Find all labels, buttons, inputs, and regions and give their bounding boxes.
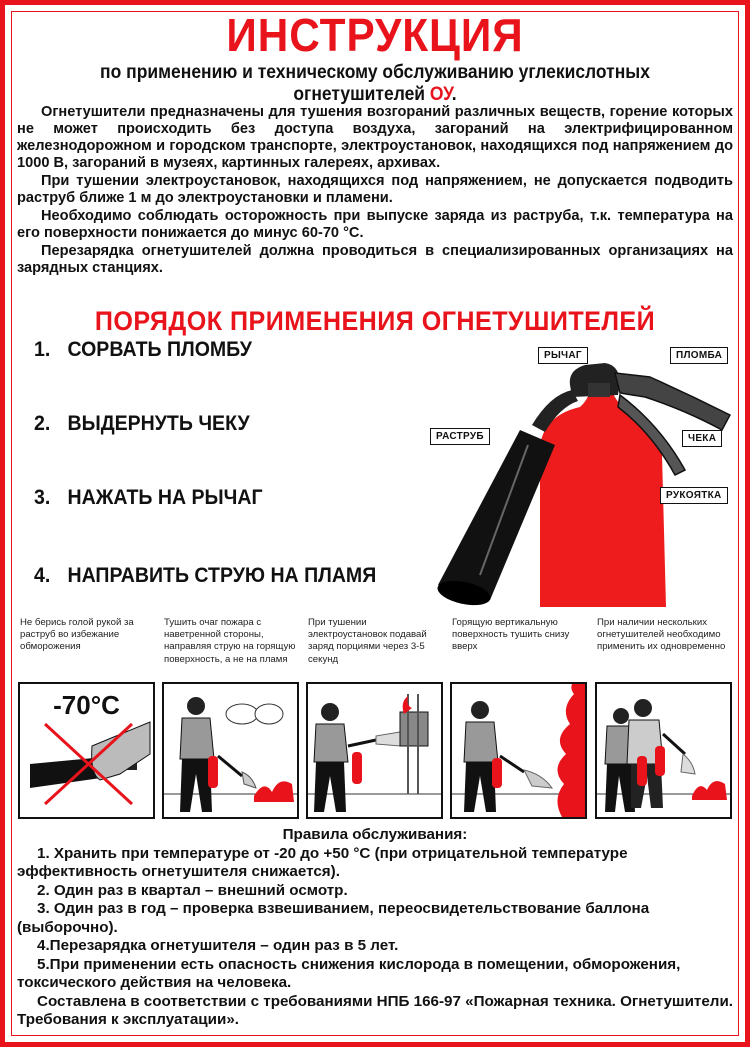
two-people-extinguishing-icon <box>597 684 730 817</box>
rule-item: 3. Один раз в год – проверка взвешиванием, переосвидетельствование баллона (выборочно). <box>17 900 650 936</box>
step-number: 2. <box>34 412 51 435</box>
panel-multiple-extinguishers <box>595 682 732 819</box>
person-electrical-box-icon <box>308 684 441 817</box>
intro-paragraph: Огнетушители предназначены для тушения возгораний различных веществ, горение которых не может происходить без доступа воздуха, загораний на электрифицированном железнодорожном и городском транспорте, электроустановок, находящихся под напряжением до 1000 В, загораний в музеях, картинных галереях, архивах. <box>17 104 733 171</box>
label-horn: РАСТРУБ <box>430 428 490 445</box>
subtitle-prefix: огнетушителей <box>293 84 430 105</box>
person-vertical-fire-icon <box>452 684 585 817</box>
panel-electrical <box>306 682 443 819</box>
step-label: СОРВАТЬ ПЛОМБУ <box>67 338 252 361</box>
extinguisher-type-code: ОУ <box>429 84 452 105</box>
label-seal: ПЛОМБА <box>670 347 728 364</box>
label-lever: РЫЧАГ <box>538 347 588 364</box>
step-label: НАЖАТЬ НА РЫЧАГ <box>67 486 263 509</box>
label-pin: ЧЕКА <box>682 430 722 447</box>
step-number: 4. <box>34 564 51 587</box>
usage-step <box>34 412 250 436</box>
panel-vertical-fire <box>450 682 587 819</box>
usage-section-title: ПОРЯДОК ПРИМЕНЕНИЯ ОГНЕТУШИТЕЛЕЙ <box>94 306 656 336</box>
intro-paragraph: При тушении электроустановок, находящихся под напряжением, не допускается подводить раструб ближе 1 м до электроустановки и пламени. <box>17 173 733 206</box>
panel-caption: Не берись голой рукой за раструб во избежание обморожения <box>20 617 134 653</box>
usage-step <box>34 486 263 510</box>
extinguisher-diagram <box>420 335 740 607</box>
panel-upwind <box>162 682 299 819</box>
label-handle: РУКОЯТКА <box>660 487 728 504</box>
panel-caption: При наличии нескольких огнетушителей необходимо применить их одновременно <box>597 617 726 653</box>
person-extinguishing-icon <box>164 684 297 817</box>
intro-text <box>17 104 733 278</box>
usage-step <box>34 338 252 362</box>
intro-paragraph: Необходимо соблюдать осторожность при выпуске заряда из раструба, т.к. температура на его поверхности понижается до минус 60-70 °С. <box>17 208 733 241</box>
co2-extinguisher-icon <box>420 335 740 607</box>
panel-caption: При тушении электроустановок подавай заряд порциями через 3-5 секунд <box>308 617 427 665</box>
rules-heading: Правила обслуживания: <box>282 826 468 843</box>
poster-title: ИНСТРУКЦИЯ <box>226 9 524 61</box>
poster-subtitle <box>67 62 683 106</box>
rule-item: 5.При применении есть опасность снижения кислорода в помещении, обморожения, токсического действия на человека. <box>17 955 681 991</box>
subtitle-line-2 <box>67 84 683 106</box>
panel-caption: Тушить очаг пожара с наветренной стороны, направляя струю на горящую поверхность, а не на пламя <box>164 617 296 665</box>
step-number: 1. <box>34 338 51 361</box>
temperature-label: -70°C <box>53 690 120 720</box>
intro-paragraph: Перезарядка огнетушителей должна проводиться в специализированных организациях на зарядных станциях. <box>17 243 733 276</box>
step-label: НАПРАВИТЬ СТРУЮ НА ПЛАМЯ <box>67 564 377 587</box>
subtitle-suffix: . <box>451 84 457 105</box>
step-label: ВЫДЕРНУТЬ ЧЕКУ <box>67 412 250 435</box>
rule-item: 2. Один раз в квартал – внешний осмотр. <box>37 881 348 899</box>
crossed-hand-icon <box>20 684 153 817</box>
usage-step <box>34 564 376 588</box>
rule-item: 1. Хранить при температуре от -20 до +50 °С (при отрицательной температуре эффективность огнетушителя снижается). <box>17 844 628 880</box>
maintenance-rules <box>17 826 733 1030</box>
rule-item: 4.Перезарядка огнетушителя – один раз в 5 лет. <box>37 937 399 954</box>
compliance-note: Составлена в соответствии с требованиями НПБ 166-97 «Пожарная техника. Огнетушители. Требования к эксплуатации». <box>17 992 734 1028</box>
panel-caption: Горящую вертикальную поверхность тушить снизу вверх <box>452 617 570 653</box>
panel-frostbite-warning <box>18 682 155 819</box>
subtitle-line-1: по применению и техническому обслуживанию углекислотных <box>100 62 650 83</box>
step-number: 3. <box>34 486 51 509</box>
